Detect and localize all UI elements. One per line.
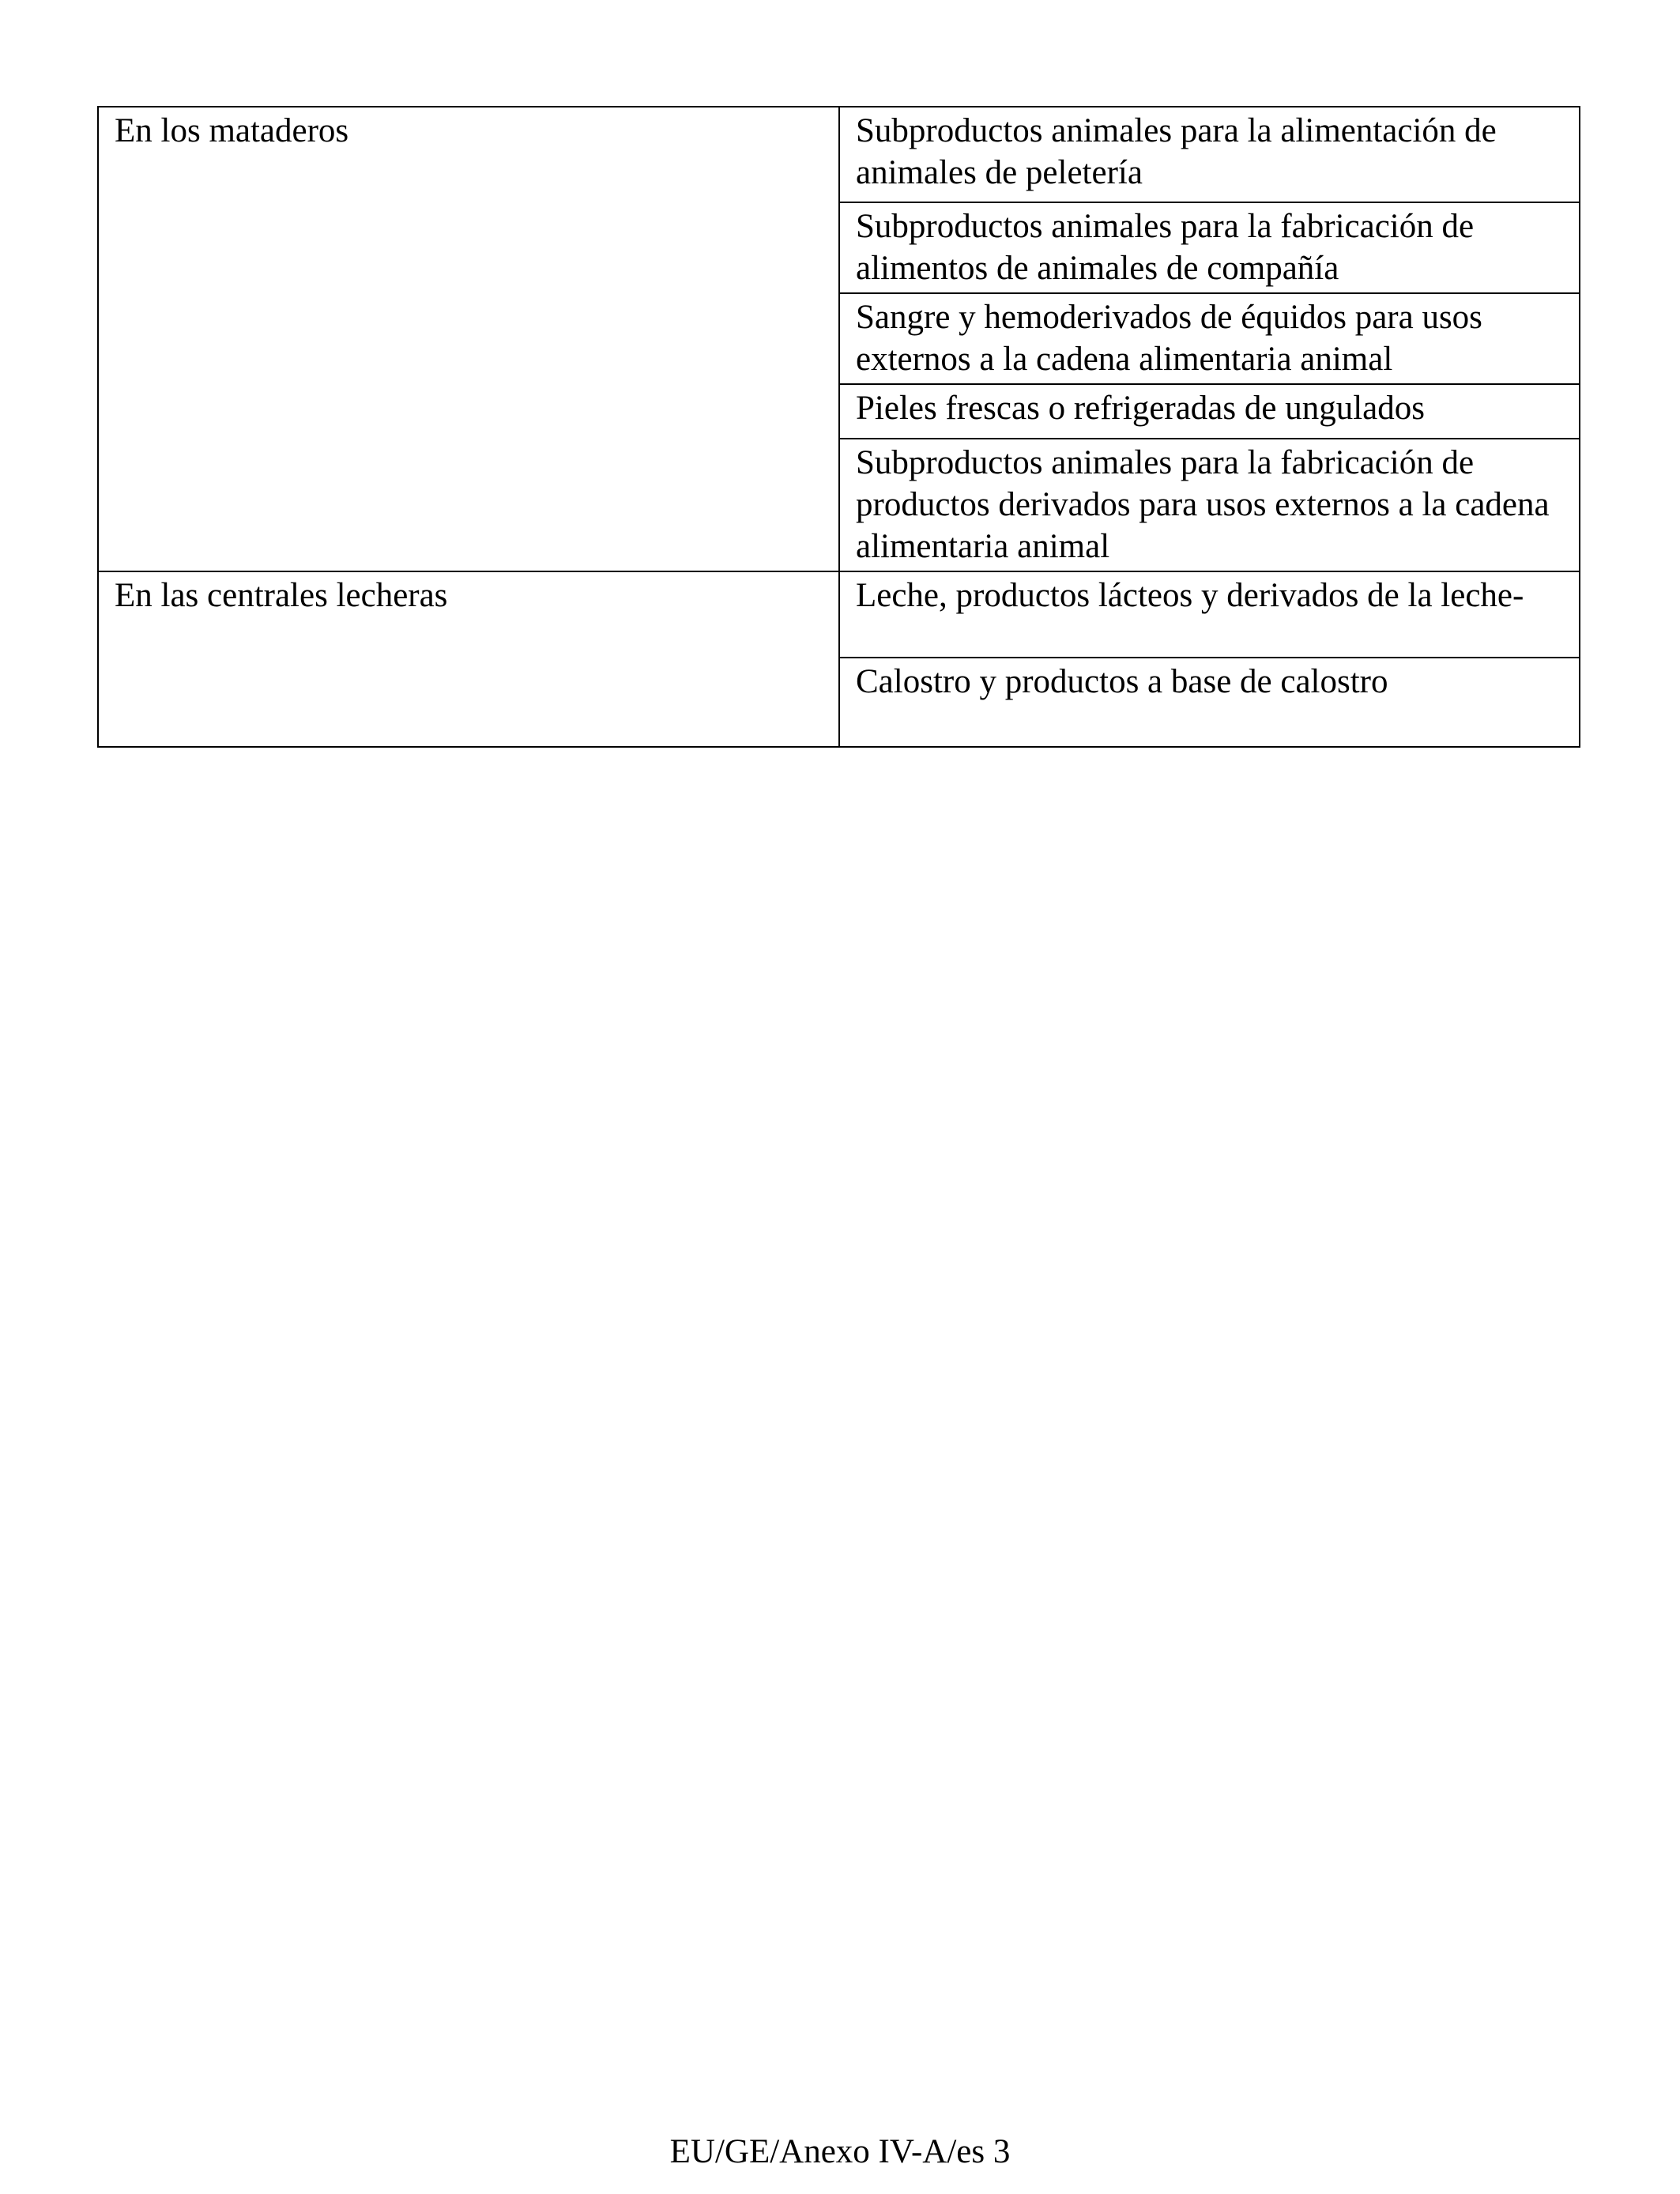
product-cell: Pieles frescas o refrigeradas de ungulados bbox=[839, 384, 1580, 439]
facilities-table bbox=[97, 106, 1580, 748]
product-cell: Subproductos animales para la fabricación de alimentos de animales de compañía bbox=[839, 202, 1580, 293]
table-row bbox=[98, 571, 1580, 658]
facility-cell-dairies: En las centrales lecheras bbox=[98, 571, 839, 747]
product-cell: Calostro y productos a base de calostro bbox=[839, 658, 1580, 747]
product-cell: Subproductos animales para la alimentación de animales de peletería bbox=[839, 107, 1580, 202]
page-footer: EU/GE/Anexo IV-A/es 3 bbox=[669, 2133, 1011, 2170]
table-row bbox=[98, 107, 1580, 202]
product-cell: Subproductos animales para la fabricación de productos derivados para usos externos a la cadena alimentaria animal bbox=[839, 439, 1580, 571]
facility-cell-slaughterhouses: En los mataderos bbox=[98, 107, 839, 571]
product-cell: Leche, productos lácteos y derivados de la leche- bbox=[839, 571, 1580, 658]
product-cell: Sangre y hemoderivados de équidos para usos externos a la cadena alimentaria animal bbox=[839, 293, 1580, 384]
